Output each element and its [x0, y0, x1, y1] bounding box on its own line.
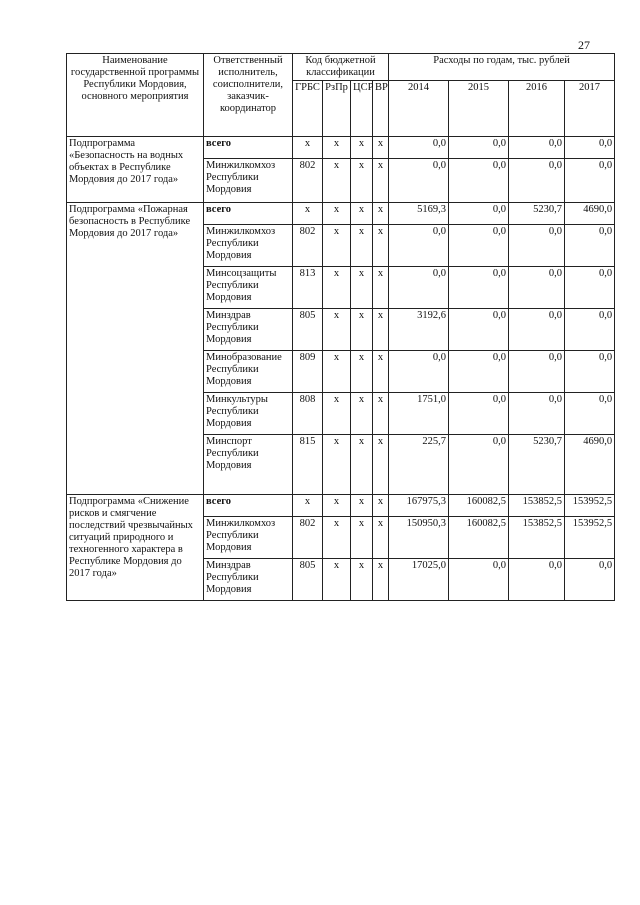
expense-2016-cell: 0,0	[509, 159, 565, 203]
vr-cell: х	[373, 351, 389, 393]
expense-2017-cell: 0,0	[565, 159, 615, 203]
expense-2014-cell: 0,0	[389, 137, 449, 159]
expense-2014-cell: 0,0	[389, 267, 449, 309]
expense-2014-cell: 0,0	[389, 159, 449, 203]
expense-2014-cell: 167975,3	[389, 495, 449, 517]
vr-cell: х	[373, 267, 389, 309]
executor-cell: Минспорт Республики Мордовия	[204, 435, 293, 495]
rzpr-cell: х	[323, 351, 351, 393]
expense-2015-cell: 0,0	[449, 309, 509, 351]
expense-2014-cell: 17025,0	[389, 559, 449, 601]
vr-cell: х	[373, 393, 389, 435]
rzpr-cell: х	[323, 495, 351, 517]
expense-2015-cell: 0,0	[449, 225, 509, 267]
grbs-cell: 802	[293, 517, 323, 559]
header-budget-code: Код бюджетной классификации	[293, 54, 389, 81]
vr-cell: х	[373, 309, 389, 351]
csr-cell: х	[351, 267, 373, 309]
rzpr-cell: х	[323, 159, 351, 203]
table-row	[67, 137, 615, 159]
executor-cell: всего	[204, 495, 293, 517]
executor-cell: всего	[204, 203, 293, 225]
expense-2015-cell: 0,0	[449, 267, 509, 309]
csr-cell: х	[351, 393, 373, 435]
expense-2017-cell: 0,0	[565, 267, 615, 309]
header-vr: ВР	[373, 81, 389, 137]
vr-cell: х	[373, 137, 389, 159]
header-program-name: Наименование государственной программы Республики Мордовия, основного мероприятия	[67, 54, 204, 137]
header-rzpr: РзПр	[323, 81, 351, 137]
expense-2015-cell: 0,0	[449, 351, 509, 393]
grbs-cell: 808	[293, 393, 323, 435]
budget-table	[66, 53, 615, 601]
grbs-cell: х	[293, 203, 323, 225]
expense-2016-cell: 0,0	[509, 225, 565, 267]
executor-cell: Минжилкомхоз Республики Мордовия	[204, 517, 293, 559]
csr-cell: х	[351, 351, 373, 393]
grbs-cell: 802	[293, 159, 323, 203]
expense-2017-cell: 153952,5	[565, 495, 615, 517]
csr-cell: х	[351, 203, 373, 225]
grbs-cell: 805	[293, 559, 323, 601]
header-year-2015: 2015	[449, 81, 509, 137]
header-year-2017: 2017	[565, 81, 615, 137]
expense-2017-cell: 4690,0	[565, 435, 615, 495]
expense-2015-cell: 0,0	[449, 393, 509, 435]
csr-cell: х	[351, 559, 373, 601]
csr-cell: х	[351, 309, 373, 351]
expense-2017-cell: 0,0	[565, 225, 615, 267]
grbs-cell: 802	[293, 225, 323, 267]
expense-2016-cell: 0,0	[509, 559, 565, 601]
program-name-cell: Подпрограмма «Снижение рисков и смягчение последствий чрезвычайных ситуаций природного и техногенного характера в Республике Мордовия до 2017 года»	[67, 495, 204, 601]
vr-cell: х	[373, 559, 389, 601]
header-expenses: Расходы по годам, тыс. рублей	[389, 54, 615, 81]
executor-cell: Минжилкомхоз Республики Мордовия	[204, 159, 293, 203]
expense-2014-cell: 0,0	[389, 351, 449, 393]
expense-2017-cell: 0,0	[565, 393, 615, 435]
expense-2016-cell: 0,0	[509, 351, 565, 393]
vr-cell: х	[373, 435, 389, 495]
page-number: 27	[578, 38, 590, 52]
expense-2015-cell: 0,0	[449, 137, 509, 159]
vr-cell: х	[373, 203, 389, 225]
expense-2014-cell: 0,0	[389, 225, 449, 267]
expense-2014-cell: 150950,3	[389, 517, 449, 559]
grbs-cell: 805	[293, 309, 323, 351]
expense-2016-cell: 0,0	[509, 137, 565, 159]
csr-cell: х	[351, 137, 373, 159]
header-year-2016: 2016	[509, 81, 565, 137]
csr-cell: х	[351, 517, 373, 559]
vr-cell: х	[373, 225, 389, 267]
expense-2017-cell: 0,0	[565, 137, 615, 159]
table-header	[67, 54, 615, 137]
expense-2014-cell: 3192,6	[389, 309, 449, 351]
header-year-2014: 2014	[389, 81, 449, 137]
expense-2014-cell: 1751,0	[389, 393, 449, 435]
expense-2014-cell: 225,7	[389, 435, 449, 495]
rzpr-cell: х	[323, 393, 351, 435]
expense-2017-cell: 0,0	[565, 309, 615, 351]
expense-2015-cell: 0,0	[449, 559, 509, 601]
grbs-cell: 809	[293, 351, 323, 393]
rzpr-cell: х	[323, 517, 351, 559]
expense-2015-cell: 0,0	[449, 203, 509, 225]
grbs-cell: 815	[293, 435, 323, 495]
expense-2016-cell: 0,0	[509, 309, 565, 351]
expense-2016-cell: 153852,5	[509, 495, 565, 517]
executor-cell: Минкультуры Республики Мордовия	[204, 393, 293, 435]
rzpr-cell: х	[323, 267, 351, 309]
executor-cell: Минобразование Республики Мордовия	[204, 351, 293, 393]
csr-cell: х	[351, 159, 373, 203]
program-name-cell: Подпрограмма «Пожарная безопасность в Республике Мордовия до 2017 года»	[67, 203, 204, 495]
vr-cell: х	[373, 495, 389, 517]
expense-2016-cell: 0,0	[509, 267, 565, 309]
expense-2017-cell: 4690,0	[565, 203, 615, 225]
expense-2015-cell: 0,0	[449, 435, 509, 495]
csr-cell: х	[351, 435, 373, 495]
expense-2015-cell: 160082,5	[449, 495, 509, 517]
rzpr-cell: х	[323, 225, 351, 267]
expense-2017-cell: 0,0	[565, 351, 615, 393]
expense-2016-cell: 5230,7	[509, 203, 565, 225]
grbs-cell: х	[293, 495, 323, 517]
executor-cell: Минздрав Республики Мордовия	[204, 559, 293, 601]
header-grbs: ГРБС	[293, 81, 323, 137]
executor-cell: Минжилкомхоз Республики Мордовия	[204, 225, 293, 267]
csr-cell: х	[351, 495, 373, 517]
program-name-cell: Подпрограмма «Безопасность на водных объектах в Республике Мордовия до 2017 года»	[67, 137, 204, 203]
table-row	[67, 203, 615, 225]
rzpr-cell: х	[323, 309, 351, 351]
rzpr-cell: х	[323, 559, 351, 601]
header-executor: Ответственный исполнитель, соисполнители, заказчик-координатор	[204, 54, 293, 137]
executor-cell: Минсоцзащиты Республики Мордовия	[204, 267, 293, 309]
rzpr-cell: х	[323, 203, 351, 225]
expense-2015-cell: 160082,5	[449, 517, 509, 559]
table-row	[67, 495, 615, 517]
expense-2017-cell: 0,0	[565, 559, 615, 601]
expense-2016-cell: 0,0	[509, 393, 565, 435]
header-csr: ЦСР	[351, 81, 373, 137]
expense-2015-cell: 0,0	[449, 159, 509, 203]
expense-2014-cell: 5169,3	[389, 203, 449, 225]
table-body	[67, 137, 615, 601]
grbs-cell: 813	[293, 267, 323, 309]
vr-cell: х	[373, 517, 389, 559]
csr-cell: х	[351, 225, 373, 267]
executor-cell: Минздрав Республики Мордовия	[204, 309, 293, 351]
expense-2016-cell: 5230,7	[509, 435, 565, 495]
vr-cell: х	[373, 159, 389, 203]
executor-cell: всего	[204, 137, 293, 159]
grbs-cell: х	[293, 137, 323, 159]
expense-2016-cell: 153852,5	[509, 517, 565, 559]
rzpr-cell: х	[323, 137, 351, 159]
rzpr-cell: х	[323, 435, 351, 495]
expense-2017-cell: 153952,5	[565, 517, 615, 559]
